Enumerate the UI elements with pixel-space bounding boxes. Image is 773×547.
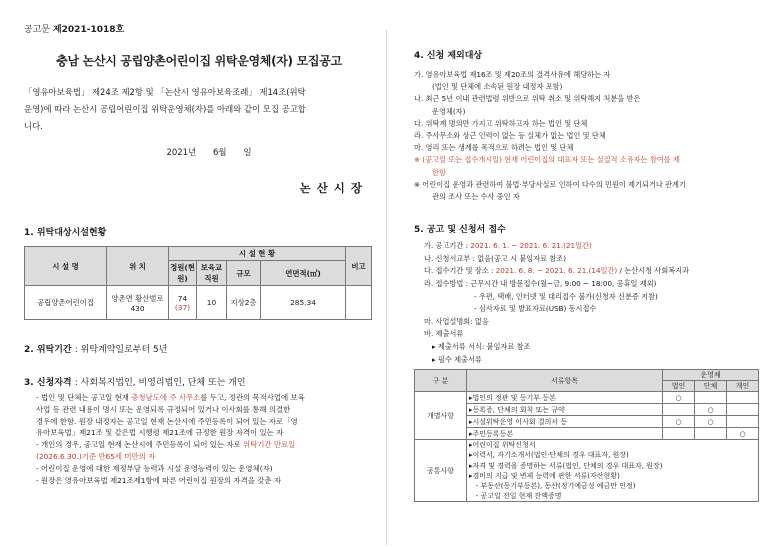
category-cell: 공통사항 — [415, 440, 467, 502]
applies-mark: ○ — [663, 416, 695, 428]
exclusion-line: 마. 영리 또는 생계를 목적으로 하려는 법인 및 단체 — [414, 143, 574, 153]
document-item: ▸주민등록등본 — [467, 428, 663, 440]
cell-location: 양촌면 황산벌로430 — [107, 286, 169, 320]
submit-line: 바. 제출서류 — [424, 329, 464, 339]
page-title: 충남 논산시 공립양촌어린이집 위탁운영체(자) 모집공고 — [56, 54, 342, 68]
exclusion-line: 가. 영유아보육법 제16조 및 제20조의 결격사유에 해당하는 자 — [414, 70, 611, 79]
document-item: - 공고일 전일 현재 잔액증명 — [469, 492, 562, 501]
applies-mark: ○ — [695, 416, 727, 428]
cell-teachers: 10 — [197, 286, 227, 320]
section3-items — [24, 392, 374, 486]
exclusion-line: 나. 최근 5년 이내 관련법령 위반으로 위탁 취소 및 위탁해지 처분을 받은 — [414, 94, 641, 104]
category-cell: 개별사항 — [415, 392, 467, 440]
intro-line: 「영유아보육법」 제24조 제2항 및 「논산시 영유아보육조례」 제14조(위탁 — [24, 87, 306, 97]
section3-line — [24, 475, 374, 487]
table-row — [415, 416, 759, 428]
exclusion-line: 다. 위탁계 명의만 가지고 위탁하고자 하는 법인 및 단체 — [414, 118, 588, 128]
header-facility: 시 설 명 — [25, 247, 107, 286]
table-row — [415, 392, 759, 404]
highlight-segment: 충청남도에 주 사무소 — [131, 393, 201, 402]
text-segment: 를 두고, 정관의 목적사업에 보육 — [200, 393, 305, 402]
common-documents — [467, 440, 759, 502]
cell-scale: 지상2층 — [227, 286, 261, 320]
submit-form-line: ▸ 제출서류 서식: 붙임자료 참조 — [432, 341, 531, 351]
header-location: 위 치 — [107, 247, 169, 286]
header-status: 시 설 현 황 — [169, 247, 346, 261]
place-label: 다. 접수기간 및 장소 : — [424, 266, 496, 276]
left-column — [24, 22, 374, 486]
section2-label: 2. 위탁기간 — [24, 345, 72, 355]
period-value: 2021. 6. 1. ~ 2021. 6. 21.(21일간) — [470, 241, 592, 251]
briefing-line: 마. 사업설명회: 없음 — [424, 316, 489, 326]
section3-label: 3. 신청자격 — [24, 378, 72, 388]
exclusion-line: ※ 어린이집 운영과 관련하여 불법·부당사실로 인하여 다수의 민원이 제기되거나 관계기 — [414, 179, 686, 189]
intro-paragraph — [24, 84, 374, 135]
place-rest: / 논산시청 사회복지과 — [617, 266, 689, 276]
exclusion-line: ※ (공고일 또는 접수개시일) 현재 어린이집의 대표자 또는 실질적 소유자는 참여를 제 — [414, 155, 680, 165]
section3-line — [24, 427, 374, 439]
document-item: ▸어린이집 위탁신청서 — [469, 441, 536, 450]
highlight-segment: 위탁기간 만료일 — [243, 440, 296, 450]
issuing-org: 논산시장 — [299, 181, 368, 195]
date-day: 일 — [243, 148, 252, 158]
applies-mark — [727, 404, 759, 416]
header-remarks: 비고 — [346, 247, 372, 286]
cell-facility: 공립양촌어린이집 — [25, 286, 107, 320]
text-segment: 경우에 한함. 원장 내정자는 공고일 현재 논산시에 주민등록이 되어 있는 자로「영 — [36, 416, 298, 426]
table-row — [415, 440, 759, 502]
method-line: 라. 접수방법 : 근무시간 내 방문접수(월~금, 9:00 ~ 18:00, 공휴일 제외) — [424, 279, 657, 289]
section2-title — [24, 342, 374, 355]
exclusion-line: (법인 및 단체에 소속된 원장 내정자 포함) — [432, 82, 563, 92]
applies-mark — [695, 392, 727, 404]
period-line — [414, 240, 759, 253]
text-segment: 사업 등 관련 내용이 명시 또는 운영되록 규정되어 있거나 이사회를 통해 의결한 — [36, 404, 291, 414]
header-target: 운영체 — [663, 370, 759, 381]
applies-mark: ○ — [663, 392, 695, 404]
document-item: ▸자격 및 경력을 증명하는 서류(법인, 단체의 경우 대표자, 원장) — [469, 461, 663, 470]
applies-mark — [695, 428, 727, 440]
document-item: ▸이력서, 자기소개서(법인·단체의 경우 대표자, 원장) — [469, 451, 629, 460]
notice-prefix: 공고문 — [24, 25, 51, 35]
table-row — [415, 428, 759, 440]
applies-mark — [727, 416, 759, 428]
section3-line — [24, 451, 374, 463]
document-item: ▸시설위탁운영 이사회 결의서 등 — [467, 416, 663, 428]
header-teachers: 보육교직원 — [197, 261, 227, 286]
text-segment: - 법인 및 단체는 공고일 현재 — [36, 393, 132, 402]
section5-title: 5. 공고 및 신청서 접수 — [414, 225, 506, 236]
section3-line — [24, 404, 374, 416]
applies-mark: ○ — [695, 404, 727, 416]
right-column — [414, 48, 759, 502]
required-line: ▸ 필수 제출서류 — [432, 354, 482, 364]
section4-title: 4. 신청 제외대상 — [414, 51, 483, 61]
intro-line: 니다. — [24, 121, 43, 131]
period-label: 가. 공고기간 : — [424, 241, 471, 251]
cell-remarks — [346, 286, 372, 320]
header-org: 단체 — [695, 381, 727, 392]
document-item: ▸경비의 지급 및 변제 능력에 관한 서류(자산현황) — [469, 471, 620, 480]
header-area: 연면적(㎡) — [261, 261, 346, 286]
section2-text: : 위탁계약일로부터 5년 — [74, 345, 168, 355]
document-item: ▸등록증, 단체의 회칙 또는 규약 — [467, 404, 663, 416]
section3-line — [24, 416, 374, 428]
date-month: 6월 — [213, 148, 227, 158]
text-segment: - 원장은 영유아보육법 제21조제1항에 따른 어린이집 원장의 자격을 갖춘 자 — [36, 475, 281, 485]
exclusion-line: 라. 주사무소와 상근 인력이 없는 등 실체가 없는 법인 및 단체 — [414, 131, 606, 141]
place-value: 2021. 6. 8. ~ 2021. 6. 21.(14일간) — [495, 266, 618, 276]
intro-line: 운영)에 따라 논산시 공립어린이집 위탁운영체(자)를 아래와 같이 모집 공고합 — [24, 104, 306, 114]
applies-mark — [663, 404, 695, 416]
document-item: ▸법인의 정관 및 등기부 등본 — [467, 392, 663, 404]
place-line — [414, 265, 759, 278]
documents-table — [414, 369, 759, 502]
highlight-segment: (2026.6.30.)기준 만65세 미만의 자 — [36, 451, 156, 461]
applies-mark: ○ — [727, 428, 759, 440]
header-items: 서류항목 — [467, 370, 663, 392]
facility-table — [24, 246, 372, 320]
capacity-value: 74 — [177, 293, 188, 303]
section3-line — [24, 392, 374, 404]
cell-capacity — [169, 286, 197, 320]
current-value: (37) — [174, 302, 191, 312]
text-segment: - 어린이집 운영에 대한 재정부담 능력과 시설 운영능력이 있는 운영체(자) — [36, 463, 273, 473]
exclusion-line: 운영체(자) — [432, 106, 466, 116]
column-divider — [386, 30, 387, 545]
exclusion-line: 한함 — [432, 167, 446, 177]
notice-number-value: 제2021-1018호 — [52, 25, 125, 35]
notice-number — [24, 22, 374, 35]
section3-text: : 사회복지법인, 비영리법인, 단체 또는 개인 — [74, 378, 246, 388]
text-segment: 유아보육법」제21조 및 같은법 시행령 제21조에 규정한 원장 자격이 있는 자 — [36, 428, 284, 438]
notice-date — [24, 146, 374, 158]
section1-title: 1. 위탁대상시설현황 — [24, 228, 107, 238]
table-row — [415, 404, 759, 416]
section3-line — [24, 463, 374, 475]
cell-area: 285.34 — [261, 286, 346, 320]
date-year: 2021년 — [166, 148, 197, 158]
header-scale: 규모 — [227, 261, 261, 286]
method-sub-line: - 심사자료 및 발표자료(USB) 동시접수 — [474, 304, 597, 314]
exclusion-line: 관의 조사 또는 수사 중인 자 — [432, 192, 520, 202]
section4-items — [414, 69, 759, 203]
section3-line — [24, 439, 374, 451]
section5-items — [414, 240, 759, 366]
method-sub-line: - 우편, 택배, 인터넷 및 대리접수 불가(신청자 신분증 지참) — [474, 291, 658, 301]
header-category: 구 분 — [415, 370, 467, 392]
document-item: - 부동산(등기부등본), 동산(정기예금성 예금만 인정) — [469, 481, 636, 490]
header-person: 개인 — [727, 381, 759, 392]
applies-mark — [663, 428, 695, 440]
form-line: 나. 신청서교부 : 없음(공고 시 붙임자료 참조) — [424, 253, 567, 263]
header-corp: 법인 — [663, 381, 695, 392]
header-capacity: 정원(현원) — [169, 261, 197, 286]
applies-mark — [727, 392, 759, 404]
section3-title — [24, 375, 374, 388]
text-segment: - 개인의 경우, 공고일 현재 논산시에 주민등록이 되어 있는 자로 — [36, 440, 243, 450]
